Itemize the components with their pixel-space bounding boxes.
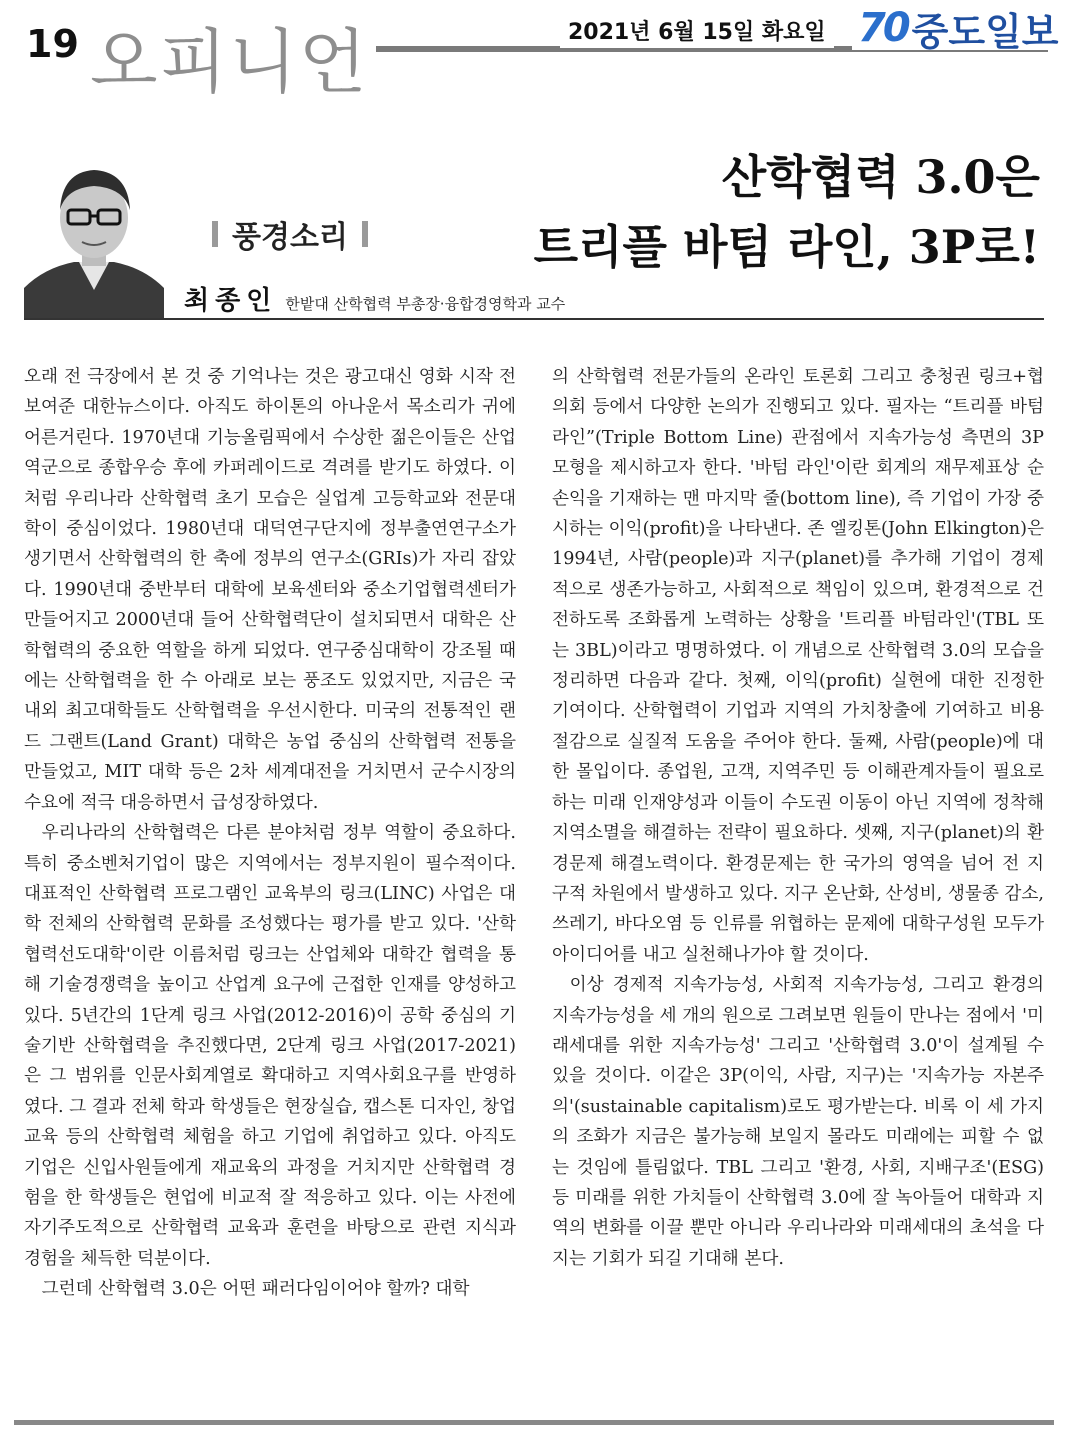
paragraph: 우리나라의 산학협력은 다른 분야처럼 정부 역할이 중요하다. 특히 중소벤처기업이 많은 지역에서는 정부지원이 필수적이다. 대표적인 산학협력 프로그램인 교육부의 링크(LINC) 사업은 대학 전체의 산학협력 문화를 조성했다는 평가를 받고 있다. '산학협력선도대학'이란 이름처럼 링크는 산업체와 대학간 협력을 통해 기술경쟁력을 높이고 산업계 요구에 근접한 인재를 양성하고 있다. 5년간의 1단계 링크 사업(2012-2016)이 공학 중심의 기술기반 산학협력을 추진했다면, 2단계 링크 사업(2017-2021)은 그 범위를 인문사회계열로 확대하고 지역사회요구를 반영하였다. 그 결과 전체 학과 학생들은 현장실습, 캡스톤 디자인, 창업교육 등의 산학협력 체험을 하고 기업에 취업하고 있다. 아직도 기업은 신입사원들에게 재교육의 과정을 거치지만 산학협력 경험을 한 학생들은 현업에 비교적 잘 적응하고 있다. 이는 사전에 자기주도적으로 산학협력 교육과 훈련을 바탕으로 관련 지식과 경험을 체득한 덕분이다. [24,823,517,1269]
author-title: 한밭대 산학협력 부총장·융합경영학과 교수 [285,295,566,313]
headline-line-1: 산학협력 3.0은 [721,150,1040,204]
author-name: 최종인 [184,286,278,316]
article-column-1 [24,362,516,1305]
author-portrait-icon [24,150,164,318]
label-bar-left [212,221,218,247]
article-headline [534,142,1040,282]
author-photo [24,150,164,318]
article-column-2 [552,362,1044,1274]
column-label-text: 풍경소리 [232,220,348,255]
bottom-rule [14,1420,1054,1425]
column-label [198,212,382,256]
paragraph: 그런데 산학협력 3.0은 어떤 패러다임이어야 할까? 대학 [41,1279,470,1300]
author-byline [184,280,565,317]
paragraph: 이상 경제적 지속가능성, 사회적 지속가능성, 그리고 환경의 지속가능성을 세 개의 원으로 그려보면 원들이 만나는 점에서 '미래세대를 위한 지속가능성' 그리고 '산학협력 3.0'이 설계될 수 있을 것이다. 이같은 3P(이익, 사람, 지구)는 '지속가능 자본주의'(sustainable capitalism)로도 평가받는다. 비록 이 세 가지의 조화가 지금은 불가능해 보일지 몰라도 미래에는 피할 수 없는 것임에 틀림없다. TBL 그리고 '환경, 사회, 지배구조'(ESG) 등 미래를 위한 가치들이 산학협력 3.0에 잘 녹아들어 대학과 지역의 변화를 이끌 뿐만 아니라 우리나라와 미래세대의 초석을 다지는 기회가 되길 기대해 본다. [552,975,1044,1269]
paragraph: 의 산학협력 전문가들의 온라인 토론회 그리고 충청권 링크+협의회 등에서 다양한 논의가 진행되고 있다. 필자는 “트리플 바텀 라인”(Triple Bottom Line) 관점에서 지속가능성 측면의 3P 모형을 제시하고자 한다. '바텀 라인'이란 회계의 재무제표상 순손익을 기재하는 맨 마지막 줄(bottom line), 즉 기업이 가장 중시하는 이익(profit)을 나타낸다. 존 엘킹톤(John Elkington)은 1994년, 사람(people)과 지구(planet)를 추가해 기업이 경제적으로 생존가능하고, 사회적으로 책임이 있으며, 환경적으로 건전하도록 조화롭게 노력하는 상황을 '트리플 바텀라인'(TBL 또는 3BL)이라고 명명하였다. 이 개념으로 산학협력 3.0의 모습을 정리하면 다음과 같다. 첫째, 이익(profit) 실현에 대한 진정한 기여이다. 산학협력이 기업과 지역의 가치창출에 기여하고 비용절감으로 실질적 도움을 주어야 한다. 둘째, 사람(people)에 대한 몰입이다. 종업원, 고객, 지역주민 등 이해관계자들이 필요로 하는 미래 인재양성과 이들이 수도권 이동이 아닌 지역에 정착해 지역소멸을 해결하는 전략이 필요하다. 셋째, 지구(planet)의 환경문제 해결노력이다. 환경문제는 한 국가의 영역을 넘어 전 지구적 차원에서 발생하고 있다. 지구 온난화, 산성비, 생물종 감소, 쓰레기, 바다오염 등 인류를 위협하는 문제에 대학구성원 모두가 아이디어를 내고 실천해나가야 할 것이다. [552,367,1045,965]
page-number: 19 [26,22,79,66]
logo-anniversary-number: 70 [858,5,908,51]
publication-date: 2021년 6월 15일 화요일 [560,18,834,48]
newspaper-logo [852,5,1059,54]
paragraph: 오래 전 극장에서 본 것 중 기억나는 것은 광고대신 영화 시작 전 보여준 대한뉴스이다. 아직도 하이톤의 아나운서 목소리가 귀에 어른거린다. 1970년대 기능올림픽에서 수상한 젊은이들은 산업역군으로 종합우승 후에 카퍼레이드로 격려를 받기도 하였다. 이처럼 우리나라 산학협력 초기 모습은 실업계 고등학교와 전문대학이 중심이었다. 1980년대 대덕연구단지에 정부출연연구소가 생기면서 산학협력의 한 축에 정부의 연구소(GRIs)가 자리 잡았다. 1990년대 중반부터 대학에 보육센터와 중소기업협력센터가 만들어지고 2000년대 들어 산학협력단이 설치되면서 대학은 산학협력의 중요한 역할을 하게 되었다. 연구중심대학이 강조될 때에는 산학협력을 한 수 아래로 보는 풍조도 있었지만, 지금은 국내외 최고대학들도 산학협력을 우선시한다. 미국의 전통적인 랜드 그랜트(Land Grant) 대학은 농업 중심의 산학협력 전통을 만들었고, MIT 대학 등은 2차 세계대전을 거치면서 군수시장의 수요에 적극 대응하면서 급성장하였다. [24,367,516,813]
page-header [0,0,1068,103]
section-title: 오피니언 [90,21,369,103]
logo-name: 중도일보 [911,9,1059,54]
label-bar-right [362,221,368,247]
headline-line-2: 트리플 바텀 라인, 3P로! [533,220,1040,274]
headline-rule [24,318,1044,320]
